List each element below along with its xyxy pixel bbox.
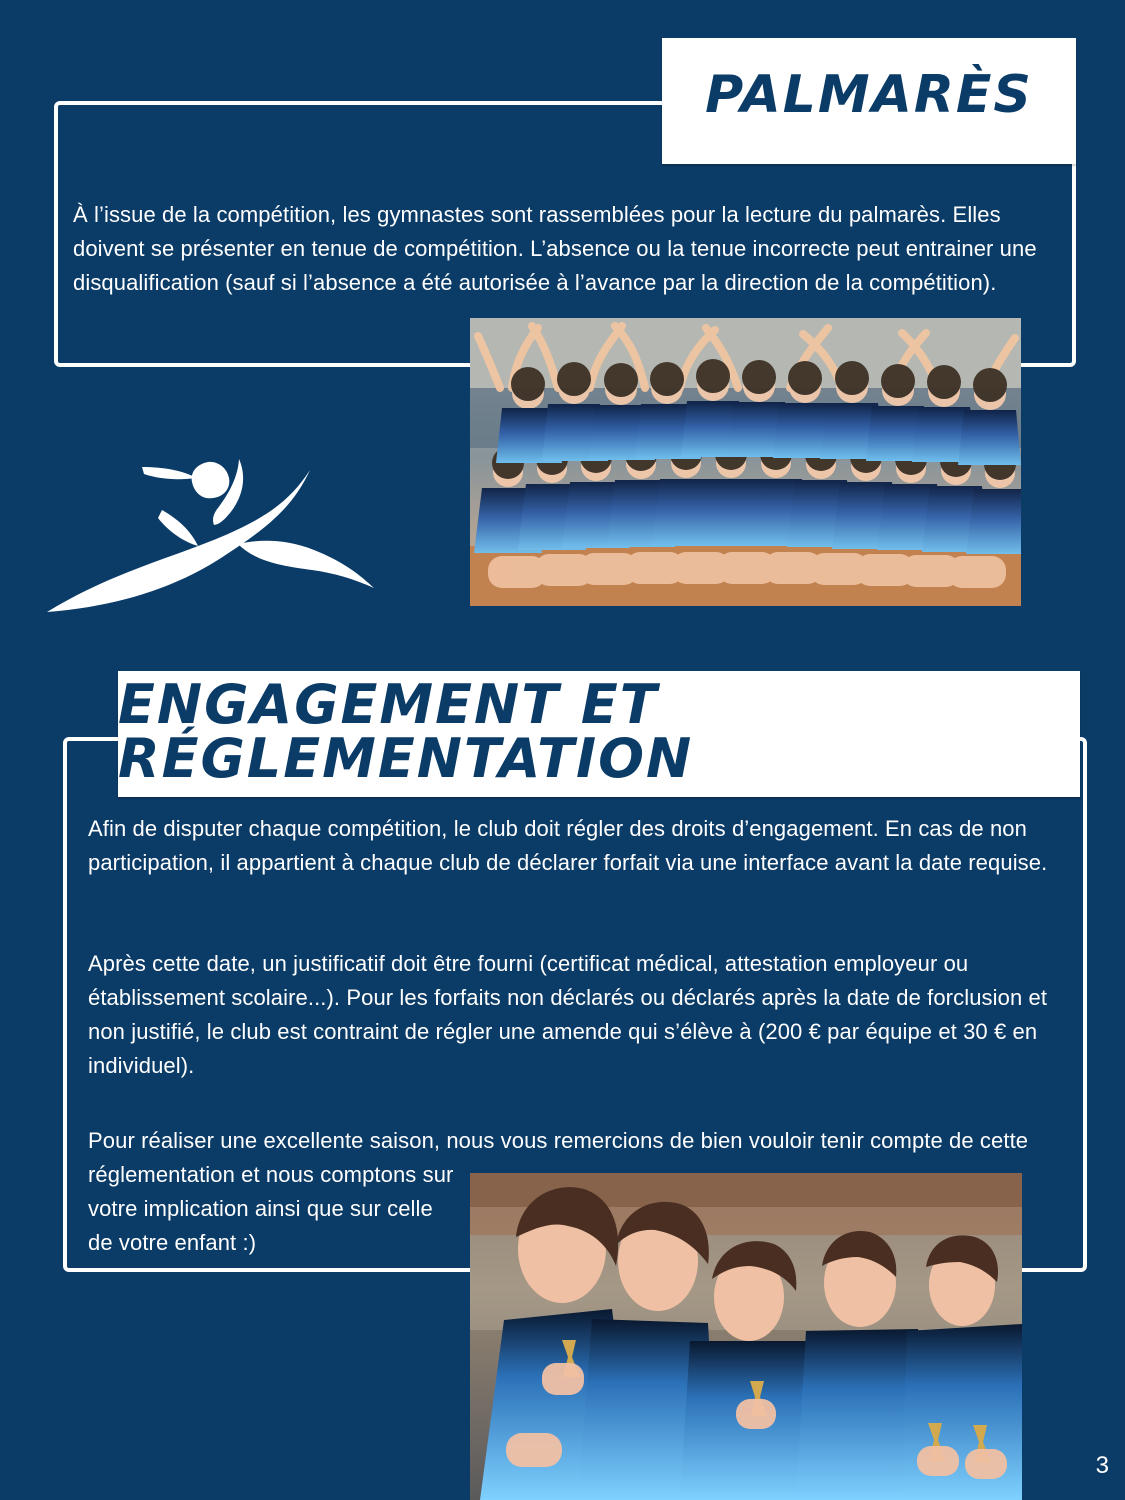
page-number: 3 [1095,1452,1109,1479]
engagement-title-box [118,671,1080,797]
engagement-title: ENGAGEMENT ET RÉGLEMENTATION [118,673,694,790]
engagement-paragraph-2: Après cette date, un justificatif doit être fourni (certificat médical, attestation employeur ou établissement scolaire...). Pour les forfaits non déclarés ou déclarés après la date de forclusion et non justifié, le club est contraint de régler une amende qui s’élève à (200 € par équipe et 30 € en individuel). [88,951,1048,1078]
engagement-paragraph-1: Afin de disputer chaque compétition, le club doit régler des droits d’engagement. En cas de non participation, il appartient à chaque club de déclarer forfait via une interface avant la date requise. [88,816,1048,875]
engagement-paragraph-3-line-1: Pour réaliser une excellente saison, nous vous remercions de bien vouloir tenir compte de cette [88,1128,1029,1153]
palmares-title: PALMARÈS [705,65,1033,125]
engagement-paragraph-3-rest: réglementation et nous comptons sur votre implication ainsi que sur celle de votre enfant :) [88,1162,454,1255]
gymnast-logo [42,452,376,620]
smiling-gymnasts-trophies [470,1173,1022,1500]
group-photo-gymnasts [470,318,1021,606]
palmares-title-box [662,38,1076,164]
palmares-paragraph: À l’issue de la compétition, les gymnastes sont rassemblées pour la lecture du palmarès. Elles doivent se présenter en tenue de compétition. L’absence ou la tenue incorrecte peut entrainer une disqualification (sauf si l’absence a été autorisée à l’avance par la direction de la compétition). [73,202,1037,295]
